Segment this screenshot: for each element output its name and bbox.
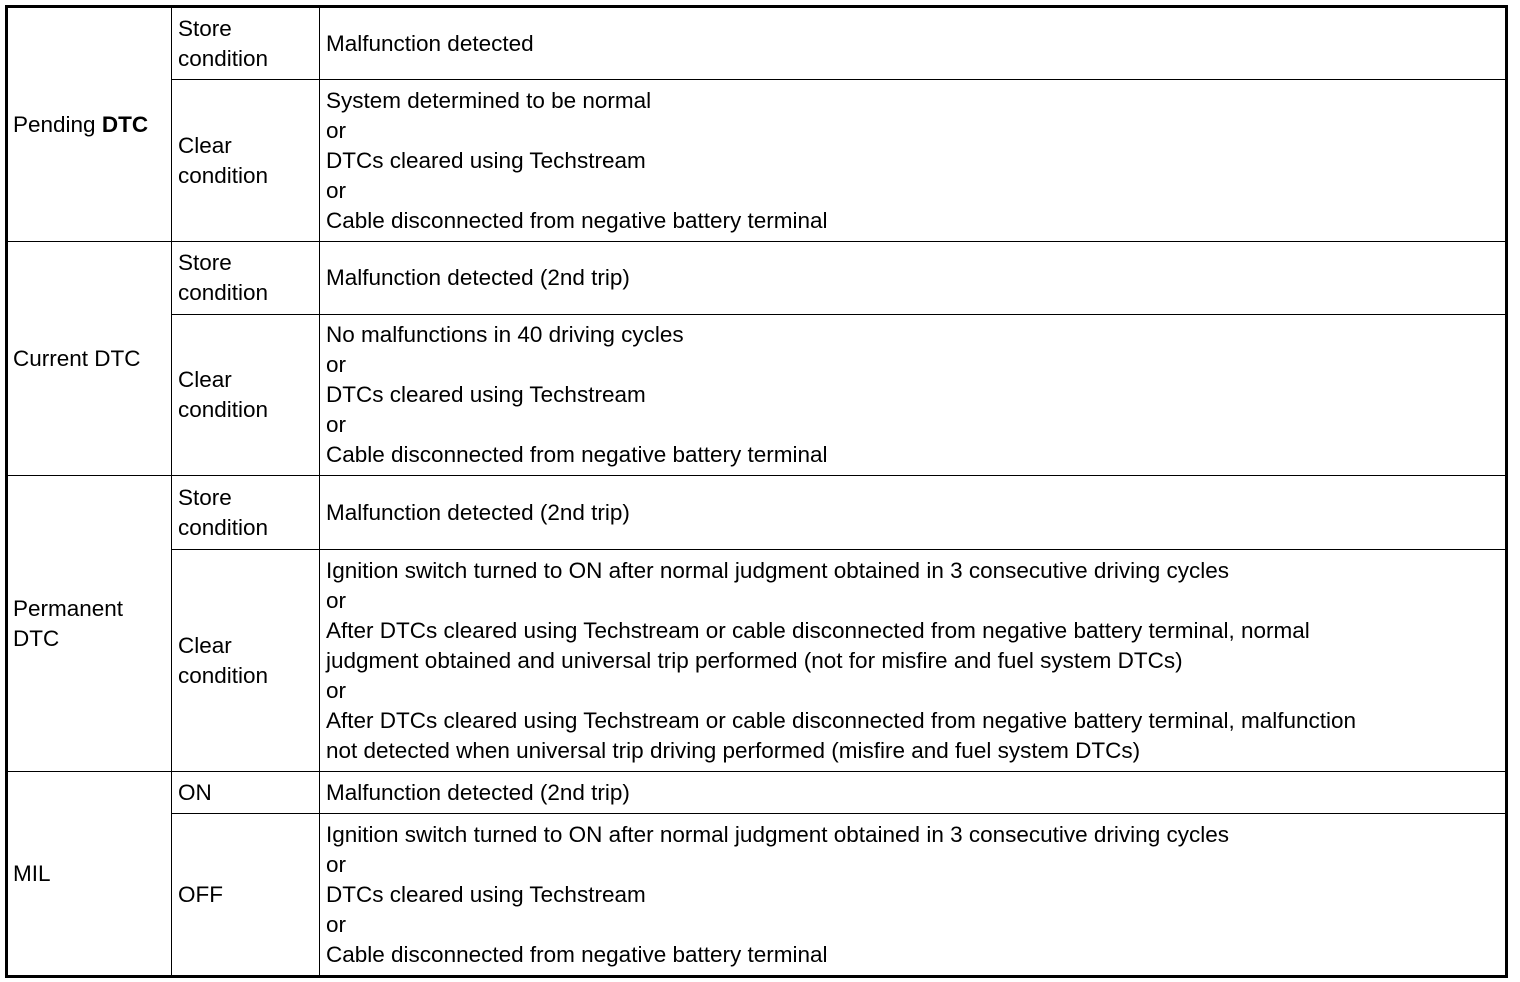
permanent-clear-value [320,550,1507,772]
pending-dtc-category [7,7,172,242]
permanent-clear-line: or [326,677,347,703]
permanent-clear-line: Ignition switch turned to ON after normal judgment obtained in 3 consecutive driving cycles [326,557,1229,583]
permanent-store-row [7,476,1507,550]
mil-off-line: or [326,851,347,877]
pending-clear-line: Cable disconnected from negative battery terminal [326,207,828,233]
current-clear-line: or [326,412,347,437]
pending-clear-line: or [326,117,347,143]
current-dtc-category: Current DTC [7,242,172,476]
current-store-value: Malfunction detected (2nd trip) [320,242,1507,315]
mil-off-value [320,814,1507,977]
current-clear-line: DTCs cleared using Techstream [326,382,646,407]
current-store-row [7,242,1507,315]
pending-clear-value [320,80,1507,242]
pending-category-text: Pending DTC [13,111,149,137]
mil-off-row [7,814,1507,977]
current-clear-line: Cable disconnected from negative battery terminal [326,442,828,467]
dtc-condition-table [5,5,1508,978]
mil-off-label: OFF [172,814,320,977]
pending-store-value: Malfunction detected [320,7,1507,80]
mil-on-label: ON [172,772,320,814]
current-clear-line: or [326,352,347,377]
current-store-label: Store condition [172,242,320,315]
permanent-clear-label: Clear condition [172,550,320,772]
mil-off-line: Cable disconnected from negative battery terminal [326,941,828,967]
permanent-store-value: Malfunction detected (2nd trip) [320,476,1507,550]
pending-clear-line: System determined to be normal [326,87,652,113]
pending-store-row [7,7,1507,80]
pending-clear-row [7,80,1507,242]
mil-category: MIL [7,772,172,977]
mil-off-line: or [326,911,347,937]
pending-clear-label: Clear condition [172,80,320,242]
current-clear-line: No malfunctions in 40 driving cycles [326,322,684,347]
permanent-dtc-category: Permanent DTC [7,476,172,772]
pending-clear-line: or [326,177,347,203]
permanent-clear-line: judgment obtained and universal trip performed (not for misfire and fuel system DTCs) [326,647,1183,673]
mil-on-row [7,772,1507,814]
mil-on-value: Malfunction detected (2nd trip) [320,772,1507,814]
permanent-clear-line: or [326,587,347,613]
pending-store-label: Store condition [172,7,320,80]
current-clear-row [7,315,1507,476]
current-clear-label: Clear condition [172,315,320,476]
mil-off-line: Ignition switch turned to ON after normal judgment obtained in 3 consecutive driving cycles [326,821,1229,847]
current-clear-value [320,315,1507,476]
permanent-store-label: Store condition [172,476,320,550]
permanent-clear-line: not detected when universal trip driving performed (misfire and fuel system DTCs) [326,737,1141,763]
permanent-clear-row [7,550,1507,772]
permanent-clear-line: After DTCs cleared using Techstream or cable disconnected from negative battery terminal, normal [326,617,1310,643]
pending-clear-line: DTCs cleared using Techstream [326,147,646,173]
permanent-clear-line: After DTCs cleared using Techstream or cable disconnected from negative battery terminal, malfunction [326,707,1357,733]
mil-off-line: DTCs cleared using Techstream [326,881,646,907]
